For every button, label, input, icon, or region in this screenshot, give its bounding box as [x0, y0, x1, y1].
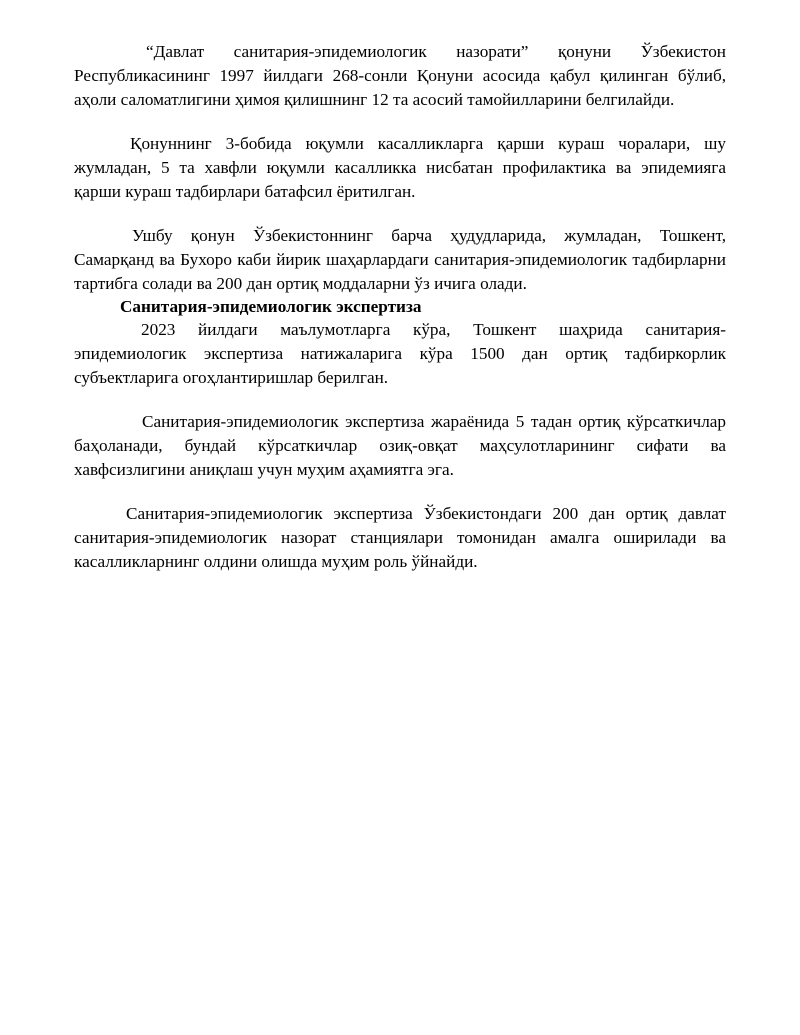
paragraph-law-scope: Ушбу қонун Ўзбекистоннинг барча ҳудудларида, жумладан, Тошкент, Самарқанд ва Бухоро каби йирик шаҳарлардаги санитария-эпидемиологик тадбирларни тартибга солади ва 200 дан ортиқ моддаларни ўз ичига олади. — [74, 226, 726, 293]
paragraph-stations: Санитария-эпидемиологик экспертиза Ўзбекистондаги 200 дан ортиқ давлат санитария-эпидемиологик назорат станциялари томонидан амалга оширилади ва касалликларнинг олдини олишда муҳим роль ўйнайди. — [74, 504, 726, 571]
paragraph-2023-data: 2023 йилдаги маълумотларга кўра, Тошкент шаҳрида санитария-эпидемиологик экспертиза натижаларига кўра 1500 дан ортиқ тадбиркорлик субъектларига огоҳлантиришлар берилган. — [74, 320, 726, 387]
paragraph-chapter-3: Қонуннинг 3-бобида юқумли касалликларга қарши кураш чоралари, шу жумладан, 5 та хавфли юқумли касалликка нисбатан профилактика ва эпидемияга қарши кураш тадбирлари батафсил ёритилган. — [74, 134, 726, 201]
paragraph-law-intro: “Давлат санитария-эпидемиологик назорати” қонуни Ўзбекистон Республикасининг 1997 йилдаги 268-сонли Қонуни асосида қабул қилинган бўлиб, аҳоли саломатлигини ҳимоя қилишнинг 12 та асосий тамойилларини белгилайди. — [74, 42, 726, 109]
paragraph-indicators: Санитария-эпидемиологик экспертиза жараёнида 5 тадан ортиқ кўрсаткичлар баҳоланади, бундай кўрсаткичлар озиқ-овқат маҳсулотларининг сифати ва хавфсизлигини аниқлаш учун муҳим аҳамиятга эга. — [74, 412, 726, 479]
document-page — [74, 40, 726, 574]
section-heading: Санитария-эпидемиологик экспертиза — [120, 297, 422, 316]
